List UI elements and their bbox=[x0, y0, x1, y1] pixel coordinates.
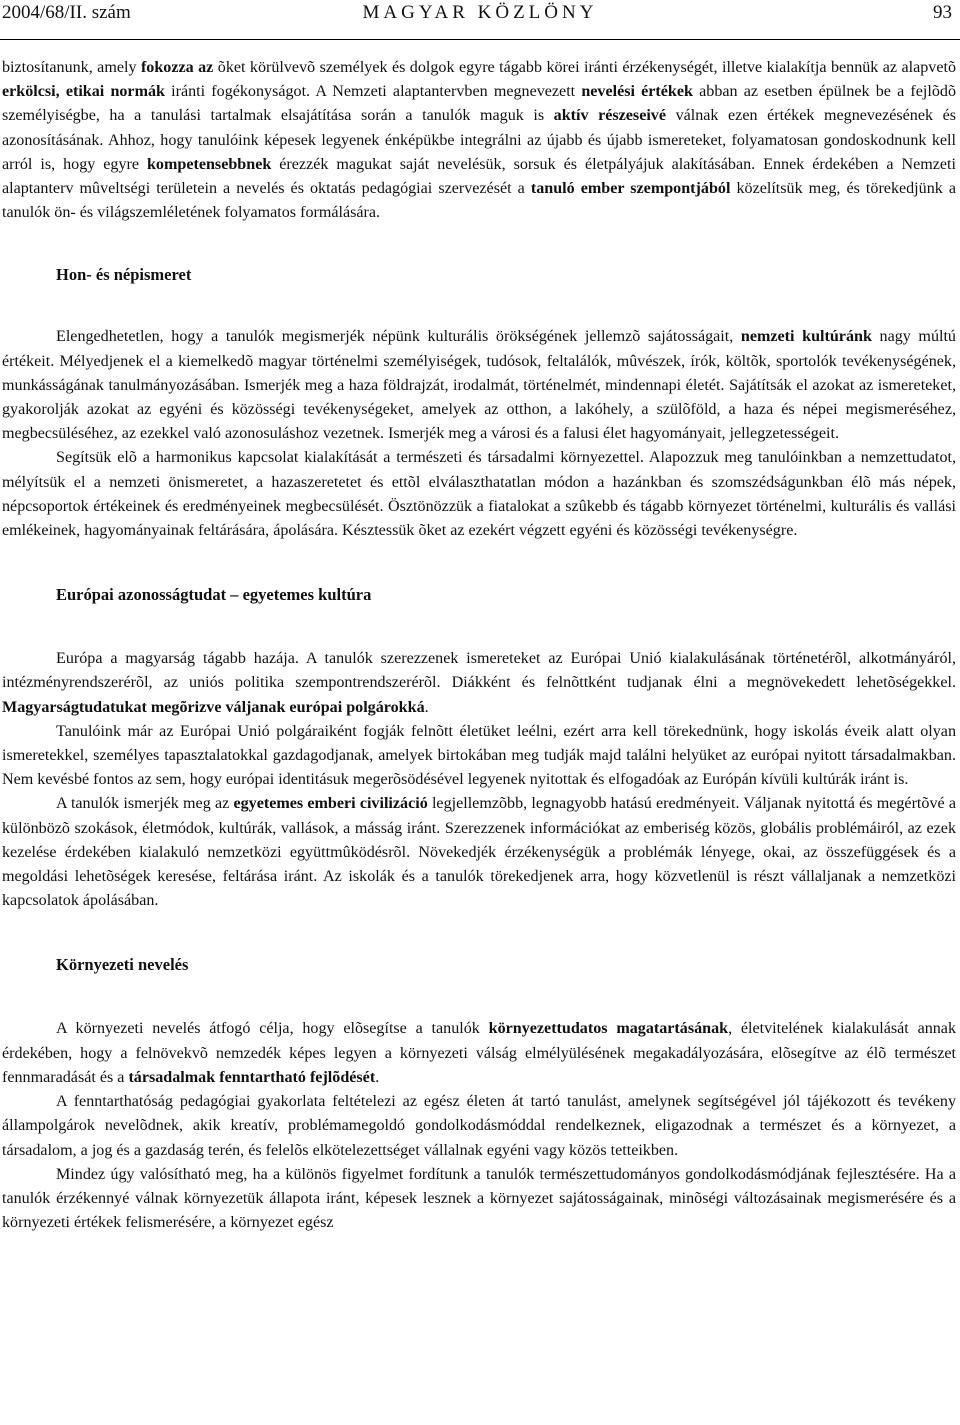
emphasis: egyetemes emberi civilizáció bbox=[233, 795, 428, 813]
emphasis: nemzeti kultúránk bbox=[740, 328, 872, 346]
emphasis: nevelési értékek bbox=[581, 83, 693, 101]
paragraph: A környezeti nevelés átfogó célja, hogy elõsegítse a tanulók környezettudatos magatartásának, életvitelének kialakulását annak érdekében, hogy a felnövekvõ nemzedék képes legyen a környezeti válság elmélyülésének megakadályozására, elõsegítve az élõ természet fennmaradását és a társadalmak fenntartható fejlõdését. bbox=[2, 1020, 956, 1086]
emphasis: kompetensebbnek bbox=[146, 155, 272, 173]
paragraph: Tanulóink már az Európai Unió polgáraiként fogják felnõtt életüket leélni, ezért arra kell törekednünk, hogy iskolás éveik alatt olyan ismeretekkel, személyes tapasztalatokkal gazdagodjanak, amelyek birtokában meg tudják majd találni helyüket az európai nyitott társadalmakban. Nem kevésbé fontos az sem, hogy európai identitásuk megerõsödésével legyenek nyitottak és elfogadóak az Európán kívüli kultúrák iránt is. bbox=[2, 722, 956, 789]
section-heading-europai-azonossagtudat: Európai azonosságtudat – egyetemes kultúra bbox=[56, 585, 372, 605]
intro-paragraph: biztosítanunk, amely fokozza az õket körülvevõ személyek és dolgok egyre tágabb körei iránti érzékenységét, illetve kialakítja bennük az alapvetõ erkölcsi, etikai normák iránti fogékonyságot. A Nemzeti alaptantervben megnevezett nevelési értékek abban az esetben épülnek be a fejlõdõ személyiségbe, ha a tanulási tartalmak elsajátítása során a tanulók maguk is aktív részeseivé válnak ezen értékek megnevezésének és azonosításának. Ahhoz, hogy tanulóink képesek legyenek énképükbe integrálni az újabb és újabb ismereteket, folyamatosan gondoskodnunk kell arról is, hogy egyre kompetensebbnek érezzék magukat saját nevelésük, sorsuk és életpályájuk alakításában. Ennek érdekében a Nemzeti alaptanterv mûveltségi területein a nevelés és oktatás pedagógiai szervezését a tanuló ember szempontjából közelítsük meg, és törekedjünk a tanulók ön- és világszemléletének folyamatos formálására. bbox=[2, 59, 957, 222]
emphasis: aktív részeseivé bbox=[553, 107, 666, 125]
emphasis: környezettudatos magatartásának bbox=[488, 1020, 729, 1038]
page-content bbox=[2, 56, 956, 1235]
paragraph: A fenntarthatóság pedagógiai gyakorlata feltételezi az egész életen át tartó tanulást, amelynek segítségével jól tájékozott és tevékeny állampolgárok nevelõdnek, akik kreatív, problémamegoldó gondolkodásmóddal rendelkeznek, eligazodnak a természet és a környezet, a társadalom, a jog és a gazdaság terén, és felelõs elkötelezettséget vállalnak egyéni vagy közös tetteikben. bbox=[2, 1093, 956, 1159]
journal-title: MAGYAR KÖZLÖNY bbox=[362, 2, 598, 23]
paragraph: A tanulók ismerjék meg az egyetemes emberi civilizáció legjellemzõbb, legnagyobb hatású eredményeit. Váljanak nyitottá és megértõvé a különbözõ szokások, életmódok, kultúrák, vallások, a másság iránt. Szerezzenek információkat az emberiség közös, globális problémáiról, az ezek kezelése érdekében kialakuló nemzetközi együttmûködésrõl. Növekedjék érzékenységük a problémák lényege, okai, az összefüggések és a megoldási lehetõségek keresése, feltárása iránt. Az iskolák és a tanulók törekedjenek arra, hogy közvetlenül is részt vállaljanak a nemzetközi kapcsolatok ápolásában. bbox=[2, 795, 956, 910]
emphasis: erkölcsi, etikai normák bbox=[2, 83, 165, 101]
page-header bbox=[0, 0, 960, 40]
page-number: 93 bbox=[933, 2, 952, 23]
emphasis: Magyarságtudatukat megõrizve váljanak európai polgárokká bbox=[2, 698, 425, 716]
emphasis: társadalmak fenntartható fejlõdését bbox=[128, 1068, 376, 1086]
section-heading-kornyezeti-neveles: Környezeti nevelés bbox=[56, 955, 189, 975]
paragraph: Segítsük elõ a harmonikus kapcsolat kialakítását a természeti és társadalmi környezettel. Alapozzuk meg tanulóinkban a nemzettudatot, mélyítsük el a nemzeti önismeretet, a hazaszeretetet és ettõl elválaszthatatlan módon a hazánkban és szomszédságunkban élõ más népek, népcsoportok értékeinek és eredményeinek megbecsülését. Ösztönözzük a fiatalokat a szûkebb és tágabb környezet történelmi, kulturális és vallási emlékeinek, hagyományainak feltárására, ápolására. Késztessük õket az ezekért végzett egyéni és közösségi tevékenységre. bbox=[2, 449, 956, 540]
paragraph: Európa a magyarság tágabb hazája. A tanulók szerezzenek ismereteket az Európai Unió kialakulásának történetérõl, alkotmányáról, intézményrendszerérõl, az uniós politika szempontrendszerérõl. Diákként és felnõttként tudjanak élni a megnövekedett lehetõségekkel. Magyarságtudatukat megõrizve váljanak európai polgárokká. bbox=[2, 650, 956, 716]
emphasis: tanuló ember szempontjából bbox=[530, 180, 731, 198]
paragraph: Mindez úgy valósítható meg, ha a különös figyelmet fordítunk a tanulók természettudományos gondolkodásmódjának fejlesztésére. Ha a tanulók érzékennyé válnak környezetük állapota iránt, képesek lesznek a környezet sajátosságainak, minõségi változásainak megismerésére és a környezeti értékek felismerésére, a környezet egész bbox=[2, 1165, 956, 1232]
paragraph: Elengedhetetlen, hogy a tanulók megismerjék népünk kulturális örökségének jellemzõ sajátosságait, nemzeti kultúránk nagy múltú értékeit. Mélyedjenek el a kiemelkedõ magyar történelmi személyiségek, tudósok, feltalálók, mûvészek, írók, költõk, sportolók tevékenységének, munkásságának tanulmányozásában. Ismerjék meg a haza földrajzát, irodalmát, történelmét, mindennapi életét. Sajátítsák el azokat az ismereteket, gyakorolják azokat az egyéni és közösségi tevékenységeket, amelyek az otthon, a lakóhely, a szülõföld, a haza és népei megismeréséhez, megbecsüléséhez, az ezekkel való azonosuláshoz vezetnek. Ismerjék meg a városi és a falusi élet hagyományait, jellegzetességeit. bbox=[2, 328, 956, 443]
emphasis: fokozza az bbox=[140, 59, 214, 76]
section-heading-hon-es-nepismeret: Hon- és népismeret bbox=[56, 265, 192, 285]
issue-number: 2004/68/II. szám bbox=[2, 2, 131, 23]
